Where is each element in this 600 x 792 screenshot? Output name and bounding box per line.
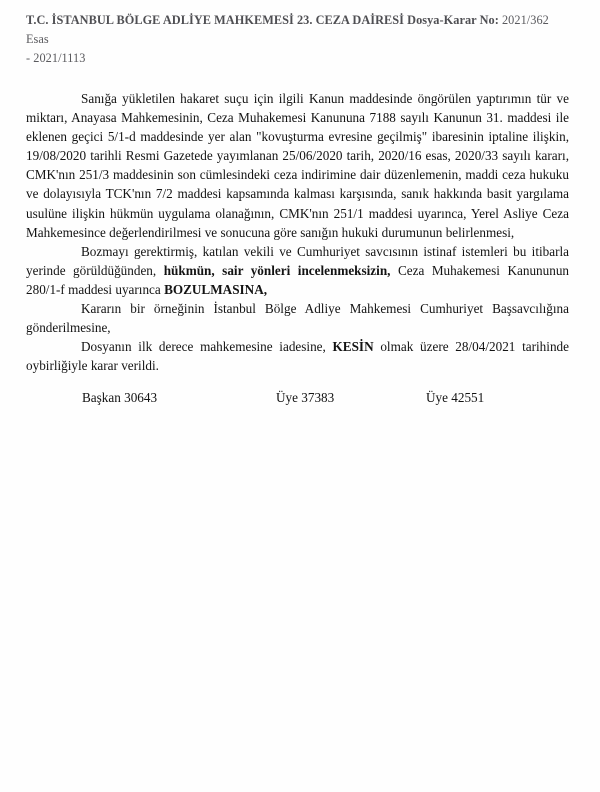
court-title: T.C. İSTANBUL BÖLGE ADLİYE MAHKEMESİ 23. CEZA DAİRESİ bbox=[26, 13, 405, 27]
paragraph-4-run-1: KESİN bbox=[332, 339, 374, 355]
signature-member-2: Üye 42551 bbox=[426, 390, 485, 405]
paragraph-4-run-2: olmak üzere 28/04/2021 tarihinde oybirliğiyle karar verildi. bbox=[26, 339, 569, 374]
paragraph-2-run-3: BOZULMASINA, bbox=[164, 281, 268, 297]
file-number-value: 2021/362 Esas bbox=[26, 13, 549, 46]
paragraph-2-run-1: hükmün, sair yönleri incelenmeksizin, bbox=[163, 262, 391, 278]
file-number-value-continued: - 2021/1113 bbox=[26, 51, 86, 65]
paragraph-2-run-0: Bozmayı gerektirmiş, katılan vekili ve Cumhuriyet savcısının istinaf istemleri bu itibarla yerinde görüldüğünden, bbox=[26, 243, 569, 278]
document-body bbox=[26, 89, 569, 375]
paragraph-1 bbox=[26, 89, 569, 242]
paragraph-4-run-0: Dosyanın ilk derece mahkemesine iadesine, bbox=[81, 339, 333, 355]
document-header bbox=[26, 11, 572, 68]
paragraph-3 bbox=[26, 299, 569, 337]
blank-page-area bbox=[0, 420, 600, 792]
paragraph-3-run-0: Kararın bir örneğinin İstanbul Bölge Adliye Mahkemesi Cumhuriyet Başsavcılığına gönderilmesine, bbox=[26, 301, 569, 336]
paragraph-2 bbox=[26, 242, 569, 299]
signature-member-1: Üye 37383 bbox=[276, 390, 335, 405]
paragraph-4 bbox=[26, 337, 569, 375]
paragraph-1-run-0: Sanığa yükletilen hakaret suçu için ilgili Kanun maddesinde öngörülen yaptırımın tür ve miktarı, Anayasa Mahkemesinin, Ceza Muhakemesi Kanununa 7188 sayılı Kanunun 31. maddesi ile eklenen geçici 5/1-d maddesinde yer alan "kovuşturma evresine geçilmiş" ibaresinin iptaline ilişkin, 19/08/2020 tarihli Resmi Gazetede yayımlanan 25/06/2020 tarih, 2020/16 esas, 2020/33 sayılı kararı, CMK'nın 251/3 maddesinin son cümlesindeki ceza indirimine dair düzenlemenin, maddi ceza hukuku ve dolayısıyla TCK'nın 7/2 maddesi kapsamında kalması karşısında, sanık hakkında basit yargılama usulüne ilişkin hükmün uygulama olanağının, CMK'nın 251/1 maddesi uyarınca, Yerel Asliye Ceza Mahkemesince değerlendirilmesi ve sonucuna göre sanığın hukuki durumunun belirlenmesi, bbox=[26, 91, 569, 240]
signature-row bbox=[26, 388, 569, 408]
file-number-label: Dosya-Karar No: bbox=[407, 13, 499, 27]
paragraph-2-run-2: Ceza Muhakemesi Kanununun 280/1-f maddesi uyarınca bbox=[26, 262, 570, 297]
signature-chairman: Başkan 30643 bbox=[82, 390, 158, 405]
